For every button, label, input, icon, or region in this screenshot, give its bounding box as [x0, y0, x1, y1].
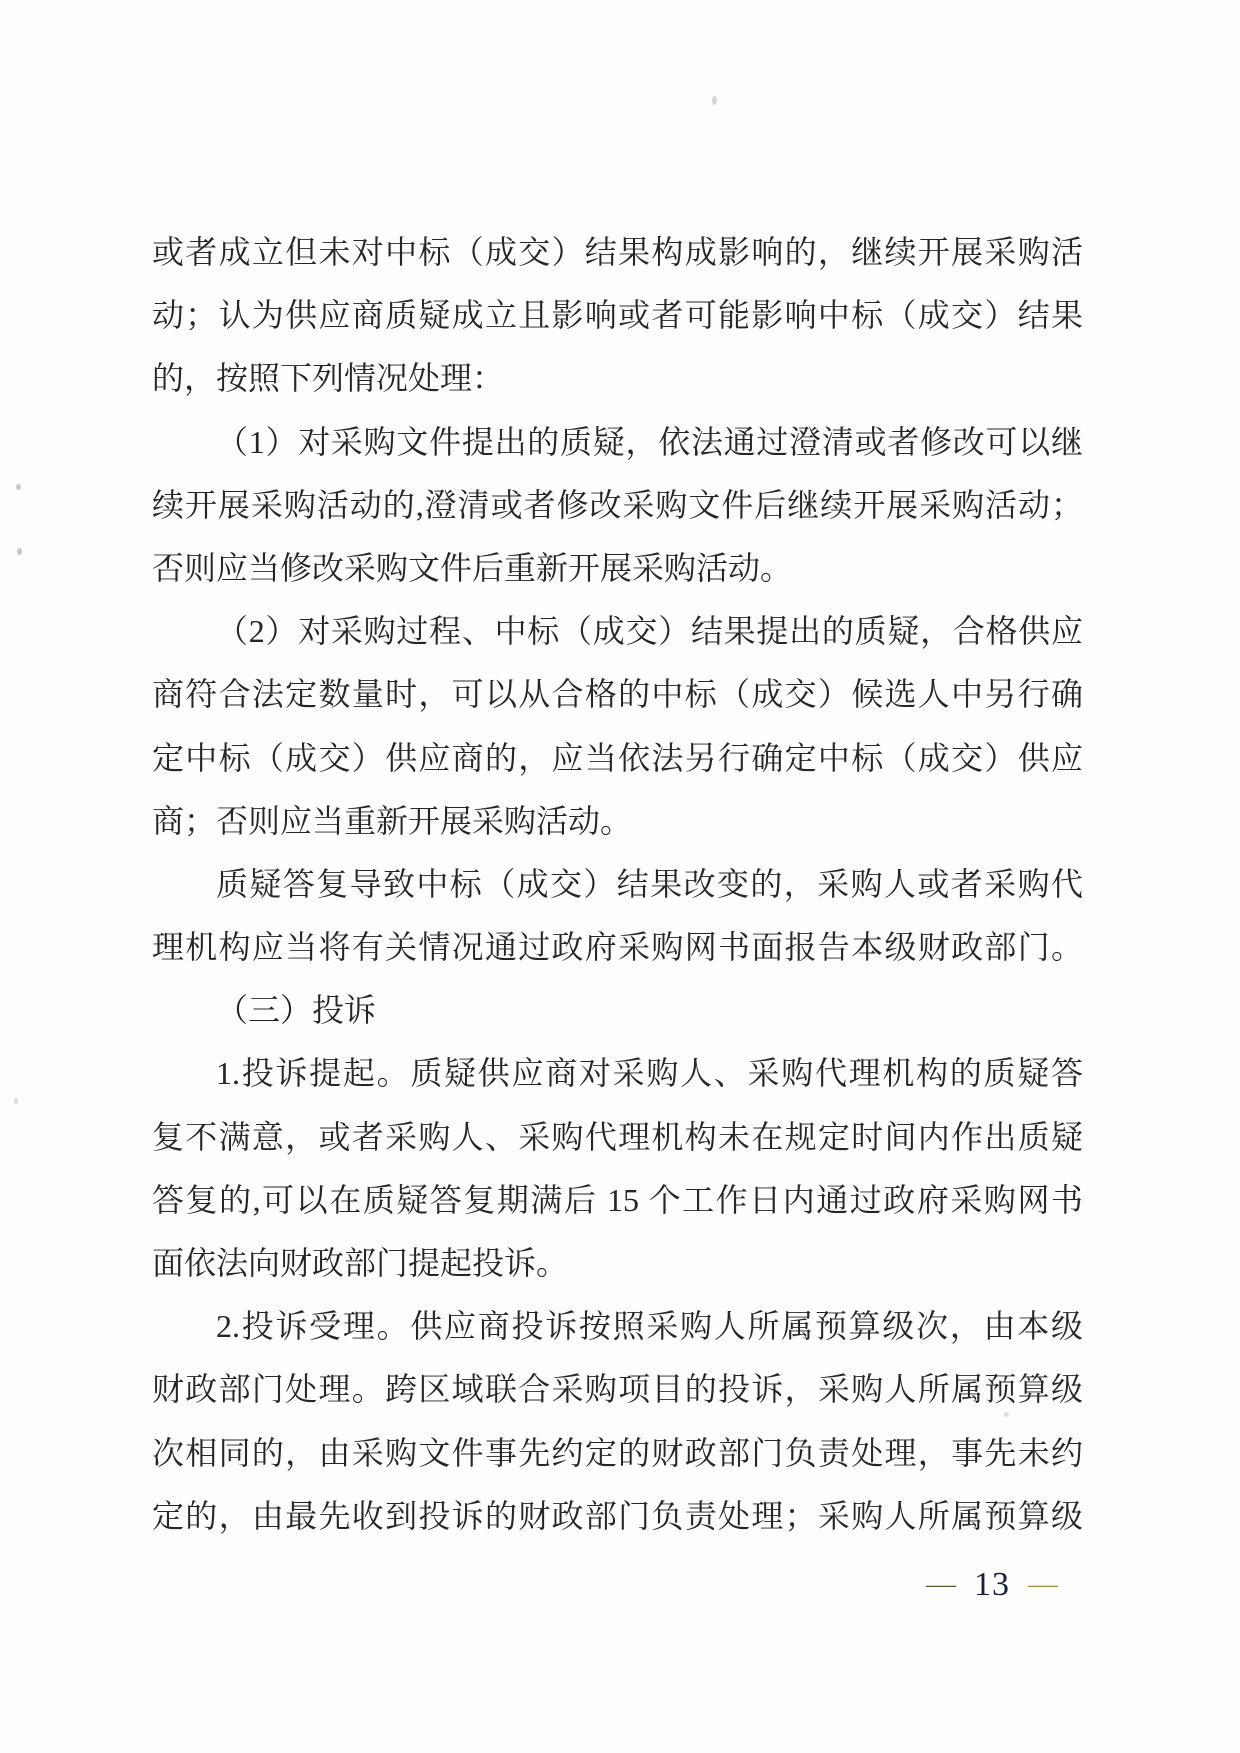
text-line: 的，按照下列情况处理：: [152, 360, 505, 397]
text-line: 理机构应当将有关情况通过政府采购网书面报告本级财政部门。: [152, 929, 1083, 966]
text-line: 质疑答复导致中标（成交）结果改变的，采购人或者采购代: [216, 865, 1083, 902]
scan-speck: [14, 1098, 18, 1104]
scan-speck: [16, 484, 21, 490]
text-line: 答复的,可以在质疑答复期满后 15 个工作日内通过政府采购网书: [152, 1181, 1083, 1218]
text-line: 否则应当修改采购文件后重新开展采购活动。: [152, 549, 793, 586]
text-line: （1）对采购文件提出的质疑，依法通过澄清或者修改可以继: [216, 423, 1083, 460]
text-line: 财政部门处理。跨区域联合采购项目的投诉，采购人所属预算级: [152, 1371, 1083, 1408]
text-line: （2）对采购过程、中标（成交）结果提出的质疑，合格供应: [216, 613, 1083, 650]
text-line: 定中标（成交）供应商的，应当依法另行确定中标（成交）供应: [152, 739, 1083, 776]
text-line: （三）投诉: [216, 992, 377, 1029]
text-line: 复不满意，或者采购人、采购代理机构未在规定时间内作出质疑: [152, 1118, 1083, 1155]
text-line: 续开展采购活动的,澄清或者修改采购文件后继续开展采购活动；: [152, 486, 1083, 523]
text-line: 1.投诉提起。质疑供应商对采购人、采购代理机构的质疑答: [216, 1055, 1083, 1092]
text-line: 动；认为供应商质疑成立且影响或者可能影响中标（成交）结果: [152, 297, 1083, 334]
text-line: 定的，由最先收到投诉的财政部门负责处理；采购人所属预算级: [152, 1497, 1083, 1534]
page-number: 13: [974, 1566, 1010, 1603]
scan-speck: [1004, 1412, 1009, 1417]
page-footer: [926, 1563, 1058, 1607]
text-line: 次相同的，由采购文件事先约定的财政部门负责处理，事先未约: [152, 1434, 1083, 1471]
text-line: 商；否则应当重新开展采购活动。: [152, 802, 633, 839]
footer-dash-right: —: [1028, 1571, 1058, 1598]
scan-speck: [712, 96, 717, 105]
text-line: 2.投诉受理。供应商投诉按照采购人所属预算级次，由本级: [216, 1308, 1083, 1345]
scan-speck: [17, 548, 22, 555]
text-block: [152, 221, 1083, 1548]
text-line: 商符合法定数量时，可以从合格的中标（成交）候选人中另行确: [152, 676, 1083, 713]
text-line: 或者成立但未对中标（成交）结果构成影响的，继续开展采购活: [152, 234, 1083, 270]
text-line: 面依法向财政部门提起投诉。: [152, 1245, 569, 1281]
footer-dash-left: —: [926, 1571, 956, 1598]
